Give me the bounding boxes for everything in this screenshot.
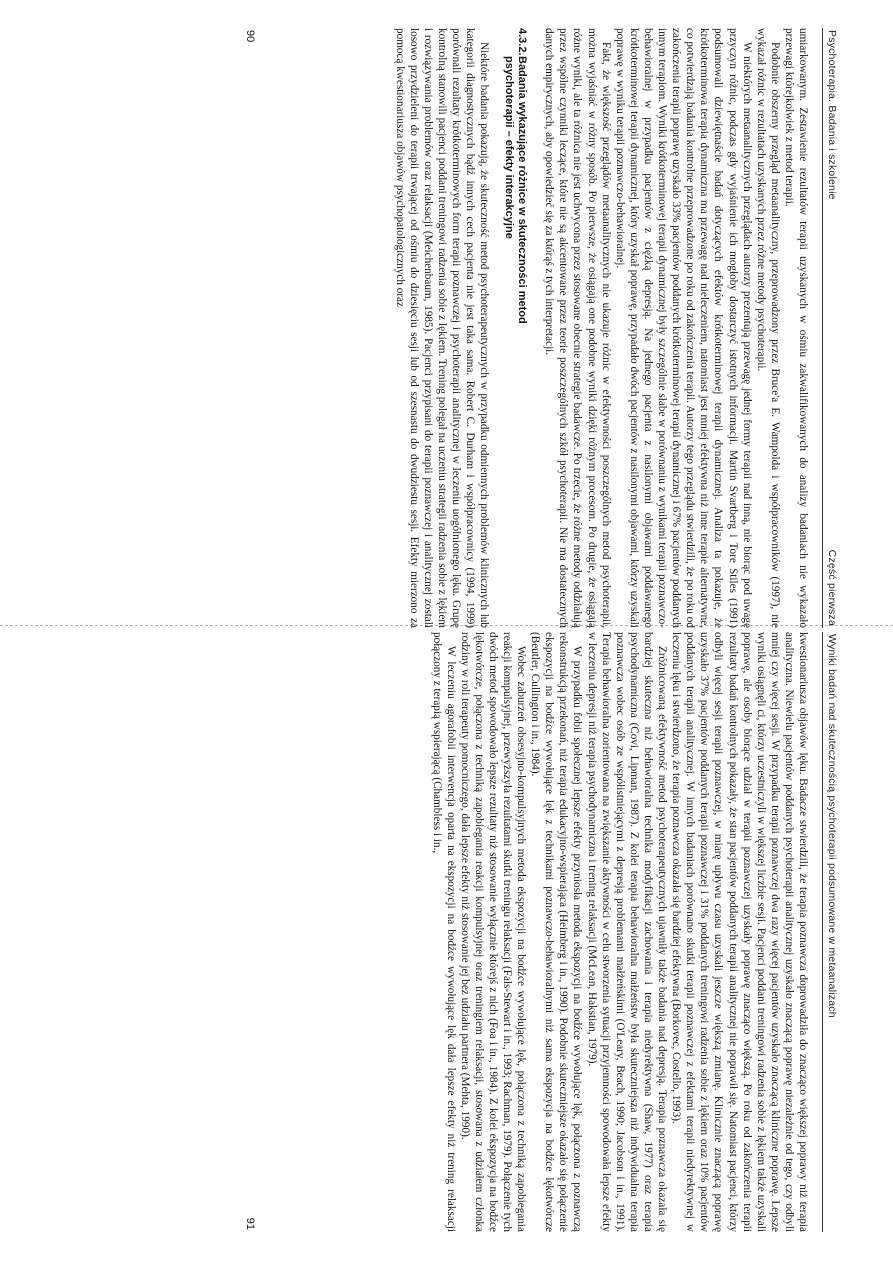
section-number: 4.3.2. [516, 28, 529, 56]
paragraph: Zróżnicowaną efektywność metod psychoterapeutycznych ujawniły także badania nad depresją. Terapia poznawcza okazała się bardziej skuteczna niż behawioralna technika modyfikacji zachowania i terapia niedyrektywna (Shaw, 1977) oraz terapia psychodynamiczna (Covi, Lipman, 1987). Z kolei terapia behawioralna małżeństw była skuteczniejsza niż indywidualna terapia poznawcza wobec osób ze współistniejącymi z depresją problemami małżeńskimi (O'Leary, Beach, 1990; Jacobson i in., 1991). Terapia behawioralna zorientowana na zwiększanie aktywności w celu stworzenia sytuacji przyjemności spowodowała lepsze efekty w leczeniu depresji niż terapia psychodynamiczna i trening relaksacji (McLean, Hakstian, 1979). [585, 632, 669, 1232]
body-text [393, 28, 822, 628]
page-90 [240, 28, 840, 628]
paragraph: kwestionariusza objawów lęku. Badacze stwierdzili, że terapia poznawcza doprowadziła do znacząco większej poprawy niż terapia analityczna. Niewielu pacjentów poddanych psychoterapii analitycznej uzyskało znaczącą poprawę niezależnie od tego, czy odbyli mniej czy więcej sesji. W przypadku terapii poznawczej dwa razy więcej pacjentów uzyskało znaczącą kliniczne poprawę. Lepsze wyniki osiągnęli ci, którzy uczestniczyli w większej liczbie sesji. Pacjenci poddani treningowi radzenia sobie z lękiem także uzyskali poprawę, ale osoby biorące udział w terapii poznawczej uzyskały poprawę znacząco większą. Po roku od zakończenia terapii rezultaty badań kontrolnych pokazały, że stan pacjentów poddanych terapii analitycznej nie poprawił się. Natomiast pacjenci, którzy odbyli więcej sesji terapii poznawczej, w miarę upływu czasu uzyskali jeszcze większą zmianę. Klinicznie znaczącą poprawę uzyskało 37% pacjentów poddanych terapii poznawczej i 31% poddanych treningowi radzenia sobie z lękiem oraz 10% pacjentów poddanych terapii analitycznej. W innych badaniach porównano skutki terapii poznawczej z efektami terapii niedyrektywnej w leczeniu lęku i stwierdzono, że terapia poznawcza okazała się bardziej efektywna (Borkovec, Costello, 1993). [670, 632, 809, 1232]
paragraph: umiarkowanym. Zestawienie rezultatów terapii uzyskanych w ośmiu zakwalifikowanych do analizy badaniach nie wykazało przewagi którejkolwiek z metod terapii. [782, 28, 809, 628]
running-head [822, 632, 840, 1232]
running-head-chapter-title: Wyniki badań nad skutecznością psychoterapii podsumowane w metaanalizach [826, 634, 838, 1018]
section-title-line-1: Badania wykazujące różnice w skuteczności metod [516, 56, 529, 324]
page-number: 90 [244, 30, 256, 43]
running-head-book-title: Psychoterapia. Badania i szkolenie [826, 30, 838, 200]
paragraph: Podobnie obszerny przegląd metaanalityczny, przeprowadzony przez Bruce'a E. Wampolda i współpracowników (1997), nie wykazał różnic w rezultatach uzyskanych przez różne metody psychoterapii. [754, 28, 781, 628]
section-title-line-2: psychoterapii – efekty interakcyjne [502, 56, 515, 239]
body-text [429, 632, 822, 1232]
paragraph: W przypadku fobii społecznej lepsze efekty przyniosła metoda ekspozycji na bodźce wywołujące lęk, połączona z poznawczą rekonstrukcją przekonań, niż terapia edukacyjno-wspierająca (Heimberg i in., 1990). Podobnie skuteczniejsze okazało się połączenie ekspozycji na bodźce wywołujące lęk z technikami poznawczo-behawioralnymi niż sama ekspozycja na bodźce lękotwórcze (Beutler, Cullington i in., 1984). [529, 632, 584, 1232]
paragraph: W niektórych metaanalitycznych przeglądach autorzy prezentują przewagę jednej formy terapii nad inną, nie biorąc pod uwagę przyczyn różnic, podczas gdy wyjaśnienie ich mogłoby dostarczyć istotnych informacji. Martin Svartberg i Tore Stiles (1991) podsumowali dziewiętnaście badań dotyczących efektów krótkoterminowej terapii dynamicznej. Analiza ta pokazuje, że krótkoterminowa terapia dynamiczna ma przewagę nad nieleczeniem, natomiast jest mniej efektywna niż inne terapie alternatywne, co potwierdzają badania kontrolne przeprowadzone po roku od zakończenia terapii. Autorzy tego przeglądu stwierdzili, że po roku od zakończenia terapii poprawę uzyskało 33% pacjentów poddanych krótkoterminowej terapii dynamicznej i 67% pacjentów poddanych innym terapiom. Wyniki krótkoterminowej terapii dynamicznej były szczególnie słabe w porównaniu z wynikami terapii poznawczo-behawioralnej w przypadku pacjentów z ciężką depresją. Na jednego pacjenta z nasilonymi objawami poddawanego krótkoterminowej terapii dynamicznej, który uzyskał poprawę, przypadało dwóch pacjentów z nasilonymi objawami, którzy uzyskali poprawę w wyniku terapii poznawczo-behawioralnej. [613, 28, 753, 628]
paragraph: Wobec zaburzeń obsesyjno-kompulsyjnych metoda ekspozycji na bodźce wywołujące lęk, połączona z techniką zapobiegania reakcji kompulsyjnej, przewyższyła rezultatami skutki treningu relaksacji (Fals-Stewart i in., 1993; Rachman, 1979). Połączenie tych dwóch metod spowodowało lepsze rezultaty niż stosowanie wyłącznie którejś z nich (Foa i in., 1984). Z kolei ekspozycja na bodźce lękotwórcze, połączona z techniką zapobiegania reakcji kompulsyjnej oraz treningiem relaksacji, stosowana z udziałem członka rodziny w roli terapeuty pomocniczego, dała lepsze efekty niż stosowanie jej bez udziału partnera (Mehta, 1990). [458, 632, 528, 1232]
page-91 [240, 632, 840, 1232]
paragraph: Fakt, że większość przeglądów metaanalitycznych nie ukazuje różnic w efektywności poszczególnych metod psychoterapii, można wyjaśniać w różny sposób. Po pierwsze, że osiągają one podobne wyniki dzięki różnym procesom. Po drugie, że osiągają różne wyniki, ale ta różnica nie jest uchwycona przez stosowane obecnie strategie badawcze. Po trzecie, że różne metody oddziałują przez wspólne czynniki leczące, które nie są akcentowane przez teorie poszczególnych szkół psychoterapii. Nie ma dostatecznych danych empirycznych, aby opowiedzieć się za którąś z tych interpretacji. [543, 28, 612, 628]
running-head-part: Część pierwsza [826, 549, 838, 626]
section-heading [501, 28, 528, 628]
running-head [822, 28, 840, 628]
page-number: 91 [244, 1217, 256, 1230]
paragraph: W leczeniu agorafobii interwencja oparta na ekspozycji na bodźce wywołujące lęk dała lepsze efekty niż trening relaksacji połączony z terapią wspierającą (Chambless i in., [430, 632, 457, 1232]
paragraph: Niektóre badania pokazują, że skuteczność metod psychoterapeutycznych w przypadku odmiennych problemów klinicznych lub kategorii diagnostycznych bądź innych cech pacjenta nie jest taka sama. Robert C. Durham i współpracownicy (1994, 1999) porównali rezultaty krótkoterminowych form terapii poznawczej i psychoterapii analitycznej w leczeniu uogólnionego lęku. Grupę kontrolną stanowili pacjenci poddani treningowi radzenia sobie z lękiem. Trening polegał na uczeniu strategii radzenia sobie z lękiem i rozwiązywania problemów oraz relaksacji (Meichenbaum, 1985). Pacjenci przypisani do terapii poznawczej i analitycznej zostali losowo przydzieleni do terapii trwającej od ośmiu do dziesięciu sesji lub od szesnastu do dwudziestu sesji. Efekty mierzono za pomocą kwestionariusza objawów psychopatologicznych oraz [393, 28, 491, 628]
